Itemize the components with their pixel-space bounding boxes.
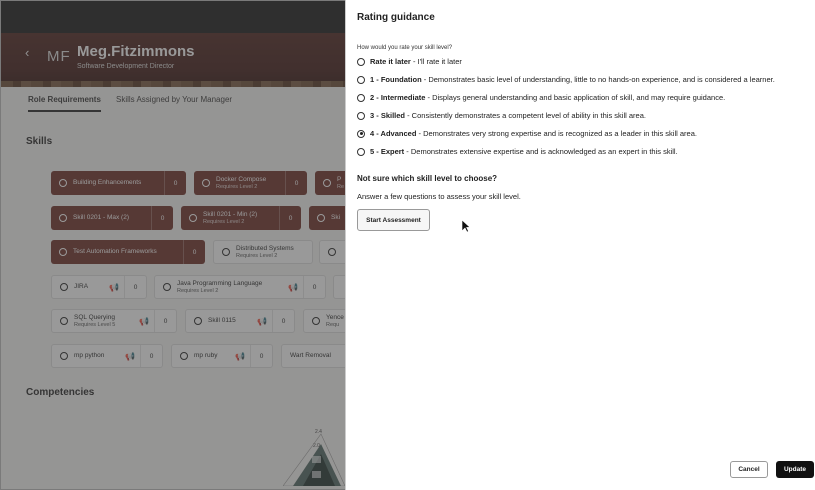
rating-option-skilled[interactable]: 3 - Skilled - Consistently demonstrates a competent level of ability in this skill area. (357, 111, 646, 120)
rating-guidance-drawer (345, 0, 815, 490)
rating-option-foundation[interactable]: 1 - Foundation - Demonstrates basic level of understanding, little to no hands-on experience, and is considered a learner. (357, 75, 775, 84)
cancel-button[interactable]: Cancel (730, 461, 768, 478)
radio-button[interactable] (357, 76, 365, 84)
rating-option-expert[interactable]: 5 - Expert - Demonstrates extensive expertise and is acknowledged as an expert in this skill. (357, 147, 678, 156)
radio-button[interactable] (357, 148, 365, 156)
drawer-title: Rating guidance (357, 12, 435, 23)
mouse-cursor-icon (461, 219, 471, 233)
rating-option-later[interactable]: Rate it later - I'll rate it later (357, 57, 462, 66)
radio-button[interactable] (357, 58, 365, 66)
radio-button[interactable] (357, 112, 365, 120)
start-assessment-button[interactable]: Start Assessment (357, 209, 430, 231)
rating-option-advanced[interactable]: 4 - Advanced - Demonstrates very strong expertise and is recognized as a leader in this skill area. (357, 129, 697, 138)
radio-button-selected[interactable] (357, 130, 365, 138)
unsure-heading: Not sure which skill level to choose? (357, 174, 498, 183)
rating-option-intermediate[interactable]: 2 - Intermediate - Displays general understanding and basic application of skill, and may require guidance. (357, 93, 725, 102)
rating-question: How would you rate your skill level? (357, 45, 453, 51)
unsure-text: Answer a few questions to assess your skill level. (357, 192, 521, 201)
radio-button[interactable] (357, 94, 365, 102)
update-button[interactable]: Update (776, 461, 814, 478)
modal-backdrop[interactable] (0, 0, 345, 490)
